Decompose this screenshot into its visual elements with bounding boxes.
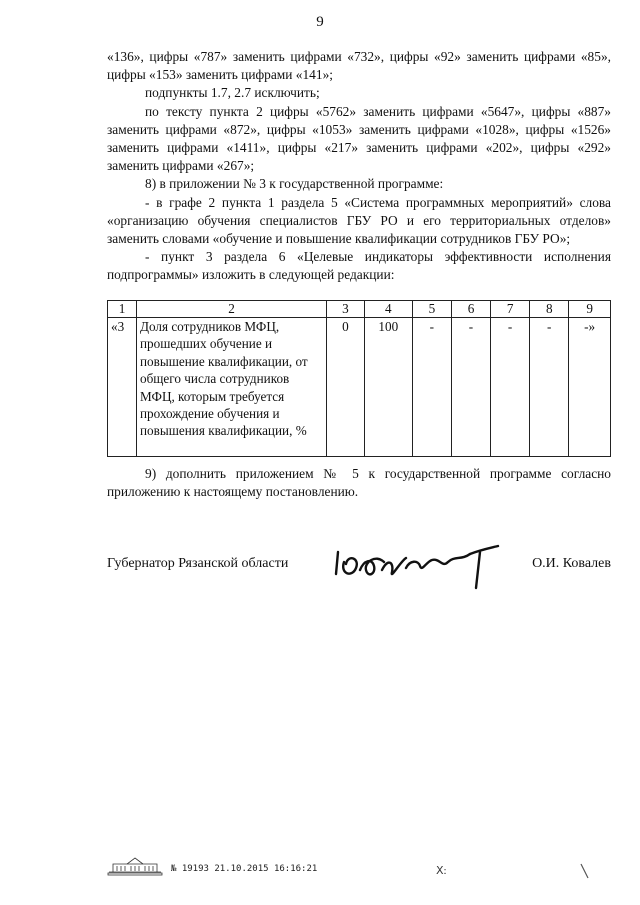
paragraph-1: «136», цифры «787» заменить цифрами «732», цифры «92» заменить цифрами «85», цифры «153» заменить цифрами «141»; xyxy=(107,49,611,83)
registration-stamp: № 19193 21.10.2015 16:16:21 xyxy=(171,864,318,874)
header-cell-7: 7 xyxy=(491,301,530,318)
paragraph-2: подпункты 1.7, 2.7 исключить; xyxy=(145,85,320,101)
page-number: 9 xyxy=(316,14,324,30)
paragraph-6: - пункт 3 раздела 6 «Целевые индикаторы эффективности исполнения подпрограммы» изложить в следующей редакции: xyxy=(107,249,611,283)
paragraph-3: по тексту пункта 2 цифры «5762» заменить цифрами «5647», цифры «887» заменить цифрами «872», цифры «1053» заменить цифрами «1028», цифры «1526» заменить цифрами «1411», цифры «217» заменить цифрами «202», цифры «292» заменить цифрами «267»; xyxy=(107,103,611,174)
header-cell-8: 8 xyxy=(530,301,569,318)
header-cell-2: 2 xyxy=(136,301,326,318)
header-cell-6: 6 xyxy=(451,301,490,318)
header-cell-1: 1 xyxy=(108,301,137,318)
row-number-cell: «3 xyxy=(108,318,137,457)
governor-name: О.И. Ковалев xyxy=(532,556,611,571)
value-cell-4: 100 xyxy=(364,318,412,457)
paragraph-5: - в графе 2 пункта 1 раздела 5 «Система программных мероприятий» слова «организацию обучения специалистов ГБУ РО и его территориальных отделов» заменить словами «обучение и повышение квалификации сотрудников ГБУ РО»; xyxy=(107,194,611,247)
value-cell-9: -» xyxy=(569,318,611,457)
value-cell-8: - xyxy=(530,318,569,457)
value-cell-5: - xyxy=(412,318,451,457)
header-cell-9: 9 xyxy=(569,301,611,318)
value-cell-6: - xyxy=(451,318,490,457)
governor-title: Губернатор Рязанской области xyxy=(107,556,289,571)
header-cell-3: 3 xyxy=(327,301,365,318)
margin-tick-mark xyxy=(578,862,592,880)
closing-paragraph: 9) дополнить приложением № 5 к государственной программе согласно приложению к настоящему постановлению. xyxy=(107,466,611,500)
handwritten-signature xyxy=(330,540,505,595)
header-cell-4: 4 xyxy=(364,301,412,318)
paragraph-4: 8) в приложении № 3 к государственной программе: xyxy=(145,176,444,192)
page-mark: ꓫ: xyxy=(436,865,447,877)
value-cell-7: - xyxy=(491,318,530,457)
indicator-table xyxy=(107,300,611,457)
indicator-name-cell: Доля сотрудников МФЦ, прошедших обучение и повышение квалификации, от общего числа сотрудников МФЦ, которым требуется прохождение обучения и повышения квалификации, % xyxy=(136,318,326,457)
header-cell-5: 5 xyxy=(412,301,451,318)
body-text xyxy=(107,48,611,285)
building-logo-icon xyxy=(107,854,163,876)
value-cell-3: 0 xyxy=(327,318,365,457)
table-row xyxy=(108,318,611,457)
table-header-row xyxy=(108,301,611,318)
